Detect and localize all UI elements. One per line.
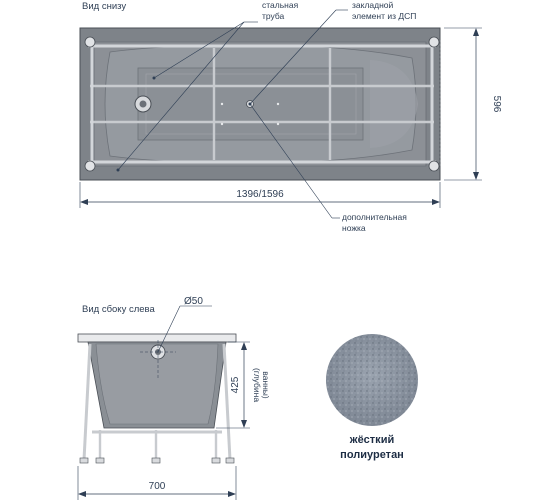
foot-top-left bbox=[85, 37, 95, 47]
side-width-value: 700 bbox=[148, 481, 166, 492]
side-foot-5 bbox=[226, 458, 234, 463]
foot-bottom-left bbox=[85, 161, 95, 171]
material-sample bbox=[326, 334, 418, 426]
side-view-tub bbox=[78, 306, 236, 463]
leader-steel-pipe-2-dot bbox=[117, 169, 120, 172]
depth-arrow-top bbox=[241, 342, 247, 350]
foot-bottom-right bbox=[429, 161, 439, 171]
screw-mark-1 bbox=[221, 103, 223, 105]
side-width-arrow-left bbox=[78, 491, 86, 497]
side-view-title: Вид сбоку слева bbox=[82, 304, 155, 315]
callout-steel-pipe-line2: труба bbox=[262, 11, 285, 21]
side-frame-right bbox=[224, 344, 230, 460]
depth-note-line2: ванны) bbox=[261, 371, 271, 399]
callout-embedded-line1: закладной bbox=[352, 0, 394, 10]
side-foot-1 bbox=[80, 458, 88, 463]
drain-diameter-value: Ø50 bbox=[184, 296, 203, 307]
depth-value: 425 bbox=[230, 376, 241, 394]
bottom-view-title: Вид снизу bbox=[82, 1, 127, 12]
length-value: 1396/1596 bbox=[236, 189, 284, 200]
material-label-line2: полиуретан bbox=[340, 449, 404, 461]
depth-arrow-bottom bbox=[241, 420, 247, 428]
side-foot-2 bbox=[96, 458, 104, 463]
side-foot-3 bbox=[152, 458, 160, 463]
side-width-arrow-right bbox=[228, 491, 236, 497]
length-arrow-right bbox=[432, 199, 440, 205]
screw-mark-4 bbox=[277, 123, 279, 125]
depth-note-line1: (глубина bbox=[252, 367, 262, 403]
polyurethane-texture bbox=[326, 334, 418, 426]
foot-top-right bbox=[429, 37, 439, 47]
screw-mark-2 bbox=[277, 103, 279, 105]
side-frame-left bbox=[84, 344, 90, 460]
callout-extra-leg-line2: ножка bbox=[342, 223, 366, 233]
side-foot-4 bbox=[212, 458, 220, 463]
screw-mark-3 bbox=[221, 123, 223, 125]
callout-extra-leg-line1: дополнительная bbox=[342, 212, 407, 222]
side-rim bbox=[78, 334, 236, 342]
length-arrow-left bbox=[80, 199, 88, 205]
bottom-view-tub bbox=[80, 28, 440, 180]
material-label-line1: жёсткий bbox=[349, 434, 395, 446]
width-arrow-bottom bbox=[473, 172, 479, 180]
width-arrow-top bbox=[473, 28, 479, 36]
width-value: 596 bbox=[491, 95, 502, 113]
callout-steel-pipe-line1: стальная bbox=[262, 0, 299, 10]
callout-embedded-line2: элемент из ДСП bbox=[352, 11, 417, 21]
drain-hole bbox=[140, 101, 147, 108]
leader-steel-pipe-1-dot bbox=[153, 77, 156, 80]
width-dimension bbox=[444, 28, 482, 180]
